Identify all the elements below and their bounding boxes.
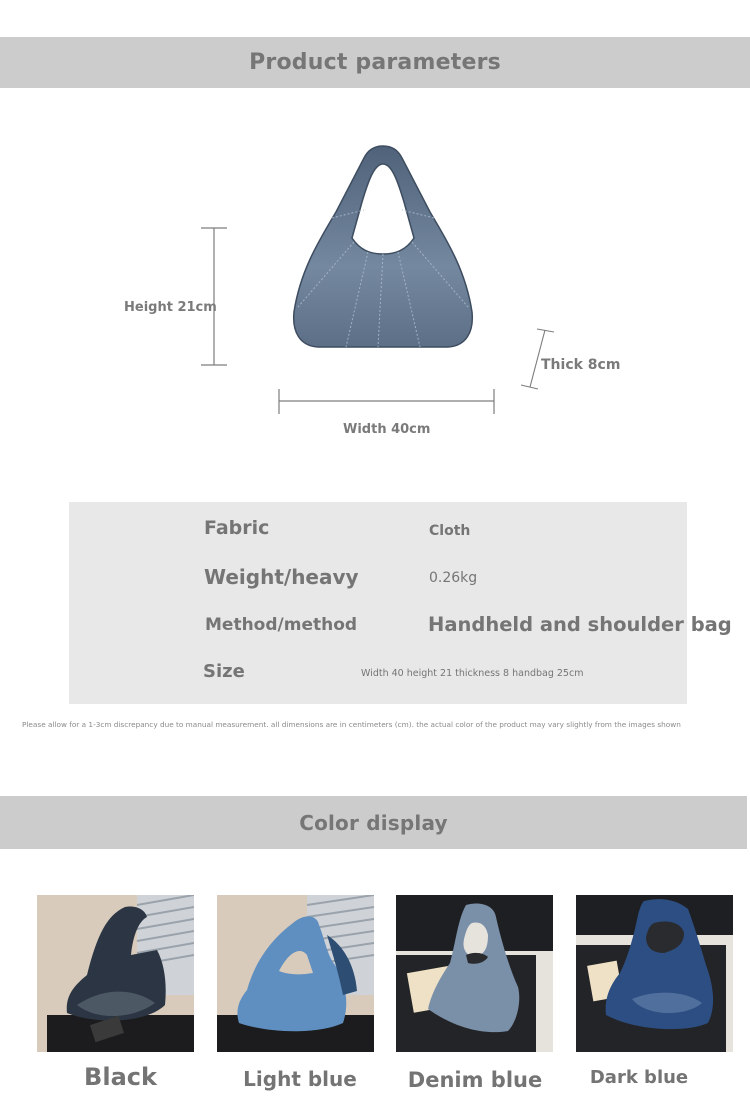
- param-value-size: Width 40 height 21 thickness 8 handbag 25cm: [361, 668, 584, 679]
- height-dimension-line: [201, 227, 227, 366]
- width-ruler-icon: [278, 389, 495, 415]
- color-swatch-light-blue[interactable]: [217, 895, 374, 1052]
- param-label-method: Method/method: [205, 615, 358, 635]
- color-label-denim-blue: Denim blue: [407, 1068, 543, 1092]
- color-label-dark-blue: Dark blue: [589, 1067, 689, 1088]
- width-dimension-line: [278, 389, 495, 415]
- param-value-fabric: Cloth: [429, 523, 471, 539]
- product-parameters-header: [0, 37, 750, 88]
- black-bag-photo: [37, 895, 194, 1052]
- height-label: Height 21cm: [124, 300, 217, 315]
- color-label-light-blue: Light blue: [243, 1067, 357, 1091]
- param-label-fabric: Fabric: [204, 517, 270, 539]
- color-swatch-dark-blue[interactable]: [576, 895, 733, 1052]
- height-ruler-icon: [201, 227, 227, 366]
- dark-blue-bag-photo: [576, 895, 733, 1052]
- denim-blue-bag-photo: [396, 895, 553, 1052]
- color-display-header: [0, 796, 747, 849]
- param-value-weight: 0.26kg: [429, 570, 478, 586]
- product-image: [288, 142, 478, 352]
- color-swatch-black[interactable]: [37, 895, 194, 1052]
- denim-bag-illustration: [288, 142, 478, 352]
- light-blue-bag-photo: [217, 895, 374, 1052]
- product-parameters-title: Product parameters: [249, 50, 501, 75]
- color-label-black: Black: [84, 1063, 157, 1091]
- param-label-size: Size: [203, 661, 245, 682]
- thick-label: Thick 8cm: [541, 357, 621, 373]
- color-display-title: Color display: [299, 810, 448, 835]
- param-value-method: Handheld and shoulder bag: [428, 613, 732, 636]
- param-label-weight: Weight/heavy: [204, 565, 359, 589]
- measurement-disclaimer: Please allow for a 1-3cm discrepancy due to manual measurement. all dimensions are in centimeters (cm). the actual color of the product may vary slightly from the images shown: [22, 720, 681, 729]
- width-label: Width 40cm: [343, 422, 431, 437]
- color-swatch-denim-blue[interactable]: [396, 895, 553, 1052]
